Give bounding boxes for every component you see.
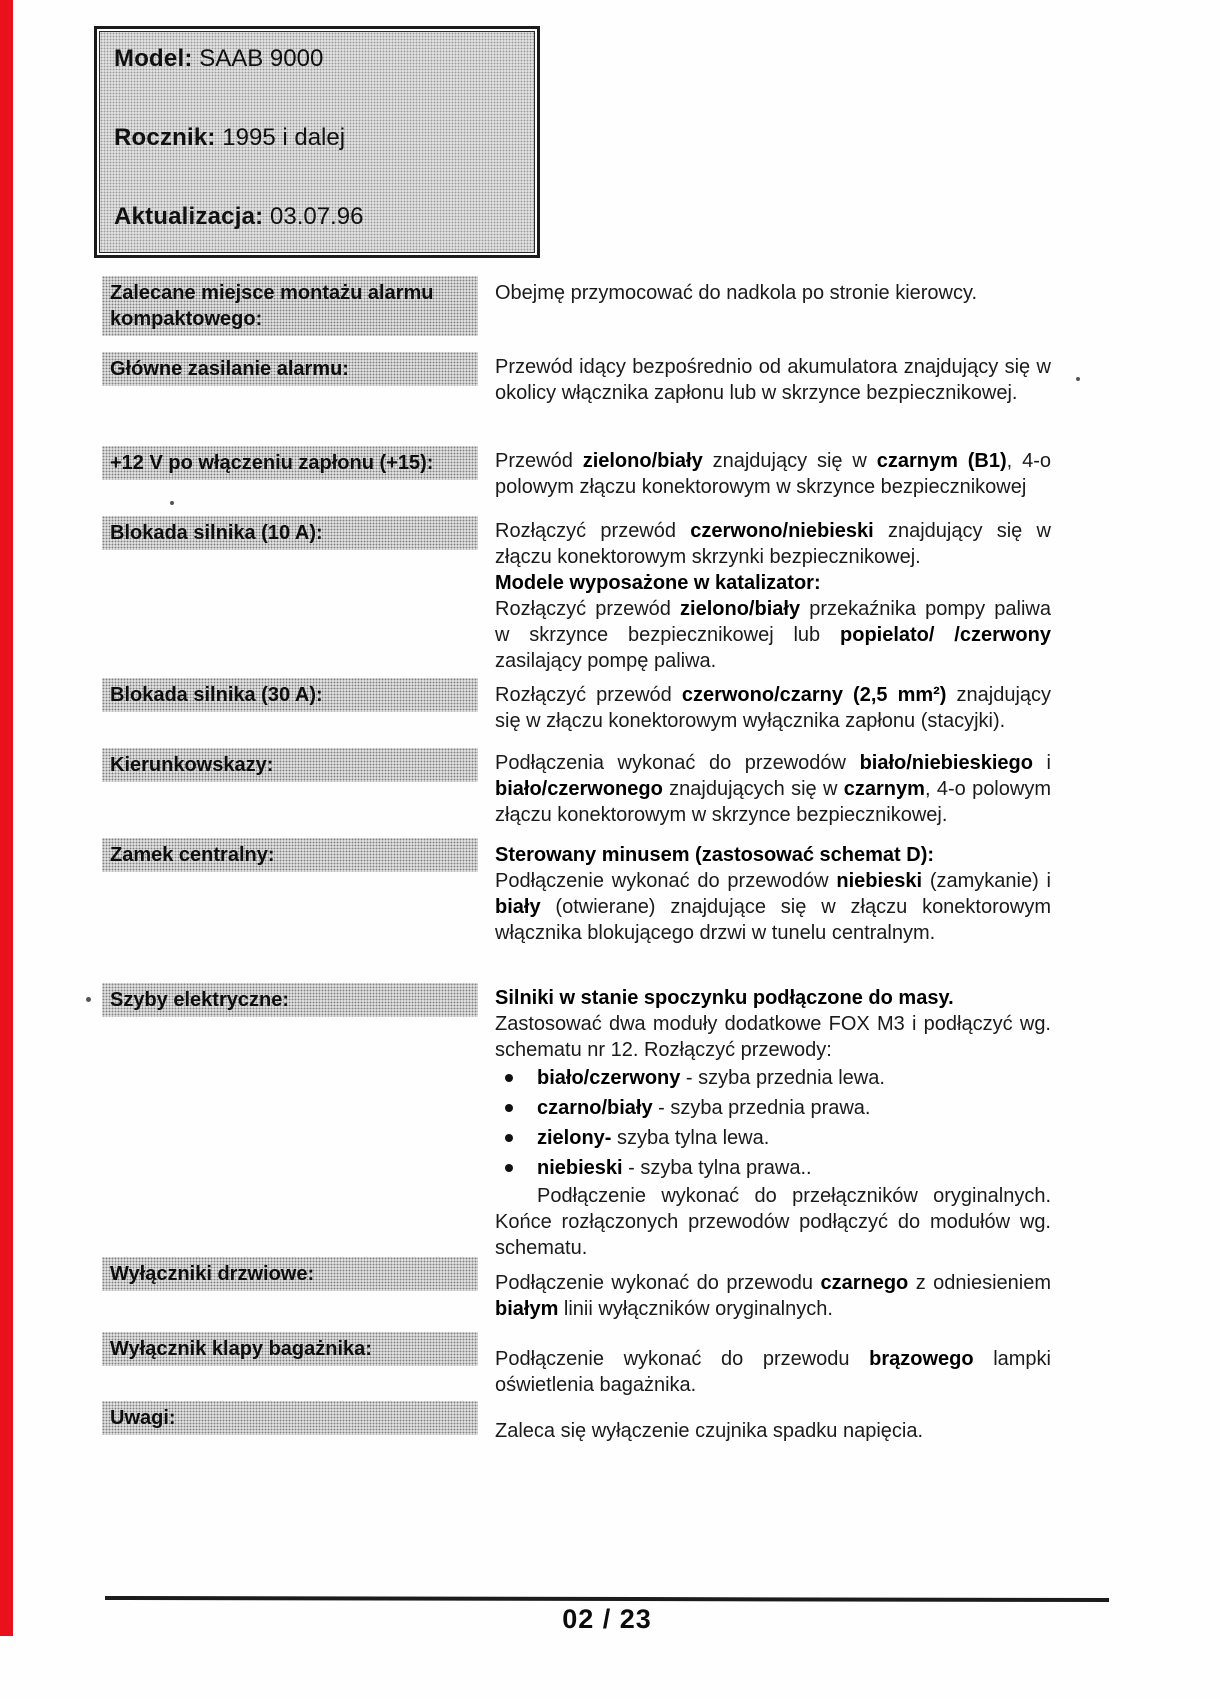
vehicle-info-box-fill [99,31,535,253]
paragraph: Podłączenie wykonać do przewodów niebieski (zamykanie) i biały (otwierane) znajdujące się w złączu konektorowym włącznika blokującego drzwi w tunelu centralnym. [495,870,1051,944]
paragraph: Podłączenie wykonać do przełączników oryginalnych. Końce rozłączonych przewodów podłączyć do modułów wg. schematu. [495,1185,1051,1259]
vehicle-info-box [94,26,540,258]
paragraph: Obejmę przymocować do nadkola po stronie kierowcy. [495,282,978,304]
paragraph: Rozłączyć przewód czerwono/czarny (2,5 mm²) znajdujący się w złączu konektorowym wyłącznika zapłonu (stacyjki). [495,684,1052,732]
paragraph: Rozłączyć przewód czerwono/niebieski znajdujący się w złączu konektorowym skrzynki bezpiecznikowej. [495,520,1052,568]
update-label: Aktualizacja: [114,203,264,230]
row-body-glowne-zasilanie [495,354,1051,406]
row-body-blokada-30a [495,682,1051,734]
row-label-szyby-elektryczne: Szyby elektryczne: [102,983,478,1017]
paragraph: Przewód idący bezpośrednio od akumulatora znajdujący się w okolicy włącznika zapłonu lub w skrzynce bezpiecznikowej. [495,356,1051,404]
model-line [114,44,520,74]
row-body-zamek-centralny [495,842,1051,946]
year-value: 1995 i dalej [222,124,346,151]
row-body-wylacznik-bagaznika [495,1346,1051,1398]
update-line [114,202,520,232]
red-margin-strip [0,0,13,1636]
list-item: niebieski - szyba tylna prawa.. [495,1153,1051,1183]
year-label: Rocznik: [114,124,216,151]
page-number: 02 / 23 [562,1604,652,1634]
row-body-kierunkowskazy [495,750,1051,828]
row-body-wylaczniki-drzwiowe [495,1270,1051,1322]
row-body-uwagi [495,1418,1051,1444]
row-body-blokada-10a [495,518,1051,674]
model-label: Model: [114,45,193,72]
paragraph: Modele wyposażone w katalizator: [495,572,821,594]
list-item: zielony- szyba tylna lewa. [495,1123,1051,1153]
row-body-miejsce-montazu [495,280,1051,306]
paragraph: Sterowany minusem (zastosować schemat D): [495,844,935,866]
row-label-miejsce-montazu: Zalecane miejsce montażu alarmu kompaktowego: [102,276,478,336]
row-label-blokada-30a: Blokada silnika (30 A): [102,678,478,712]
update-value: 03.07.96 [270,203,364,230]
paragraph: Podłączenie wykonać do przewodu czarnego z odniesieniem białym linii wyłączników oryginalnych. [495,1272,1051,1320]
row-label-glowne-zasilanie: Główne zasilanie alarmu: [102,352,478,386]
footer-rule [105,1596,1109,1602]
year-line [114,123,520,153]
paragraph: Zaleca się wyłączenie czujnika spadku napięcia. [495,1420,924,1442]
wire-color-list [495,1063,1051,1183]
paragraph: Silniki w stanie spoczynku podłączone do masy. [495,987,954,1009]
scan-speck [170,501,174,505]
row-label-12v-zaplon: +12 V po włączeniu zapłonu (+15): [102,446,478,480]
row-body-szyby-elektryczne [495,985,1051,1261]
row-label-uwagi: Uwagi: [102,1401,478,1435]
scan-speck [1076,377,1080,381]
row-label-blokada-10a: Blokada silnika (10 A): [102,516,478,550]
row-label-wylacznik-bagaznika: Wyłącznik klapy bagażnika: [102,1332,478,1366]
row-label-kierunkowskazy: Kierunkowskazy: [102,748,478,782]
list-item: biało/czerwony - szyba przednia lewa. [495,1063,1051,1093]
row-body-12v-zaplon [495,448,1051,500]
scan-speck [86,997,91,1002]
paragraph: Rozłączyć przewód zielono/biały przekaźnika pompy paliwa w skrzynce bezpiecznikowej lub popielato/ /czerwony zasilający pompę paliwa. [495,598,1051,672]
paragraph: Podłączenie wykonać do przewodu brązowego lampki oświetlenia bagażnika. [495,1348,1052,1396]
paragraph: Przewód zielono/biały znajdujący się w czarnym (B1), 4-o polowym złączu konektorowym w skrzynce bezpiecznikowej [495,450,1051,498]
row-label-wylaczniki-drzwiowe: Wyłączniki drzwiowe: [102,1257,478,1291]
list-item: czarno/biały - szyba przednia prawa. [495,1093,1051,1123]
paragraph: Zastosować dwa moduły dodatkowe FOX M3 i podłączyć wg. schematu nr 12. Rozłączyć przewody: [495,1013,1051,1061]
model-value: SAAB 9000 [199,45,324,72]
paragraph: Podłączenia wykonać do przewodów biało/niebieskiego i biało/czerwonego znajdujących się w czarnym, 4-o polowym złączu konektorowym w skrzynce bezpiecznikowej. [495,752,1051,826]
row-label-zamek-centralny: Zamek centralny: [102,838,478,872]
